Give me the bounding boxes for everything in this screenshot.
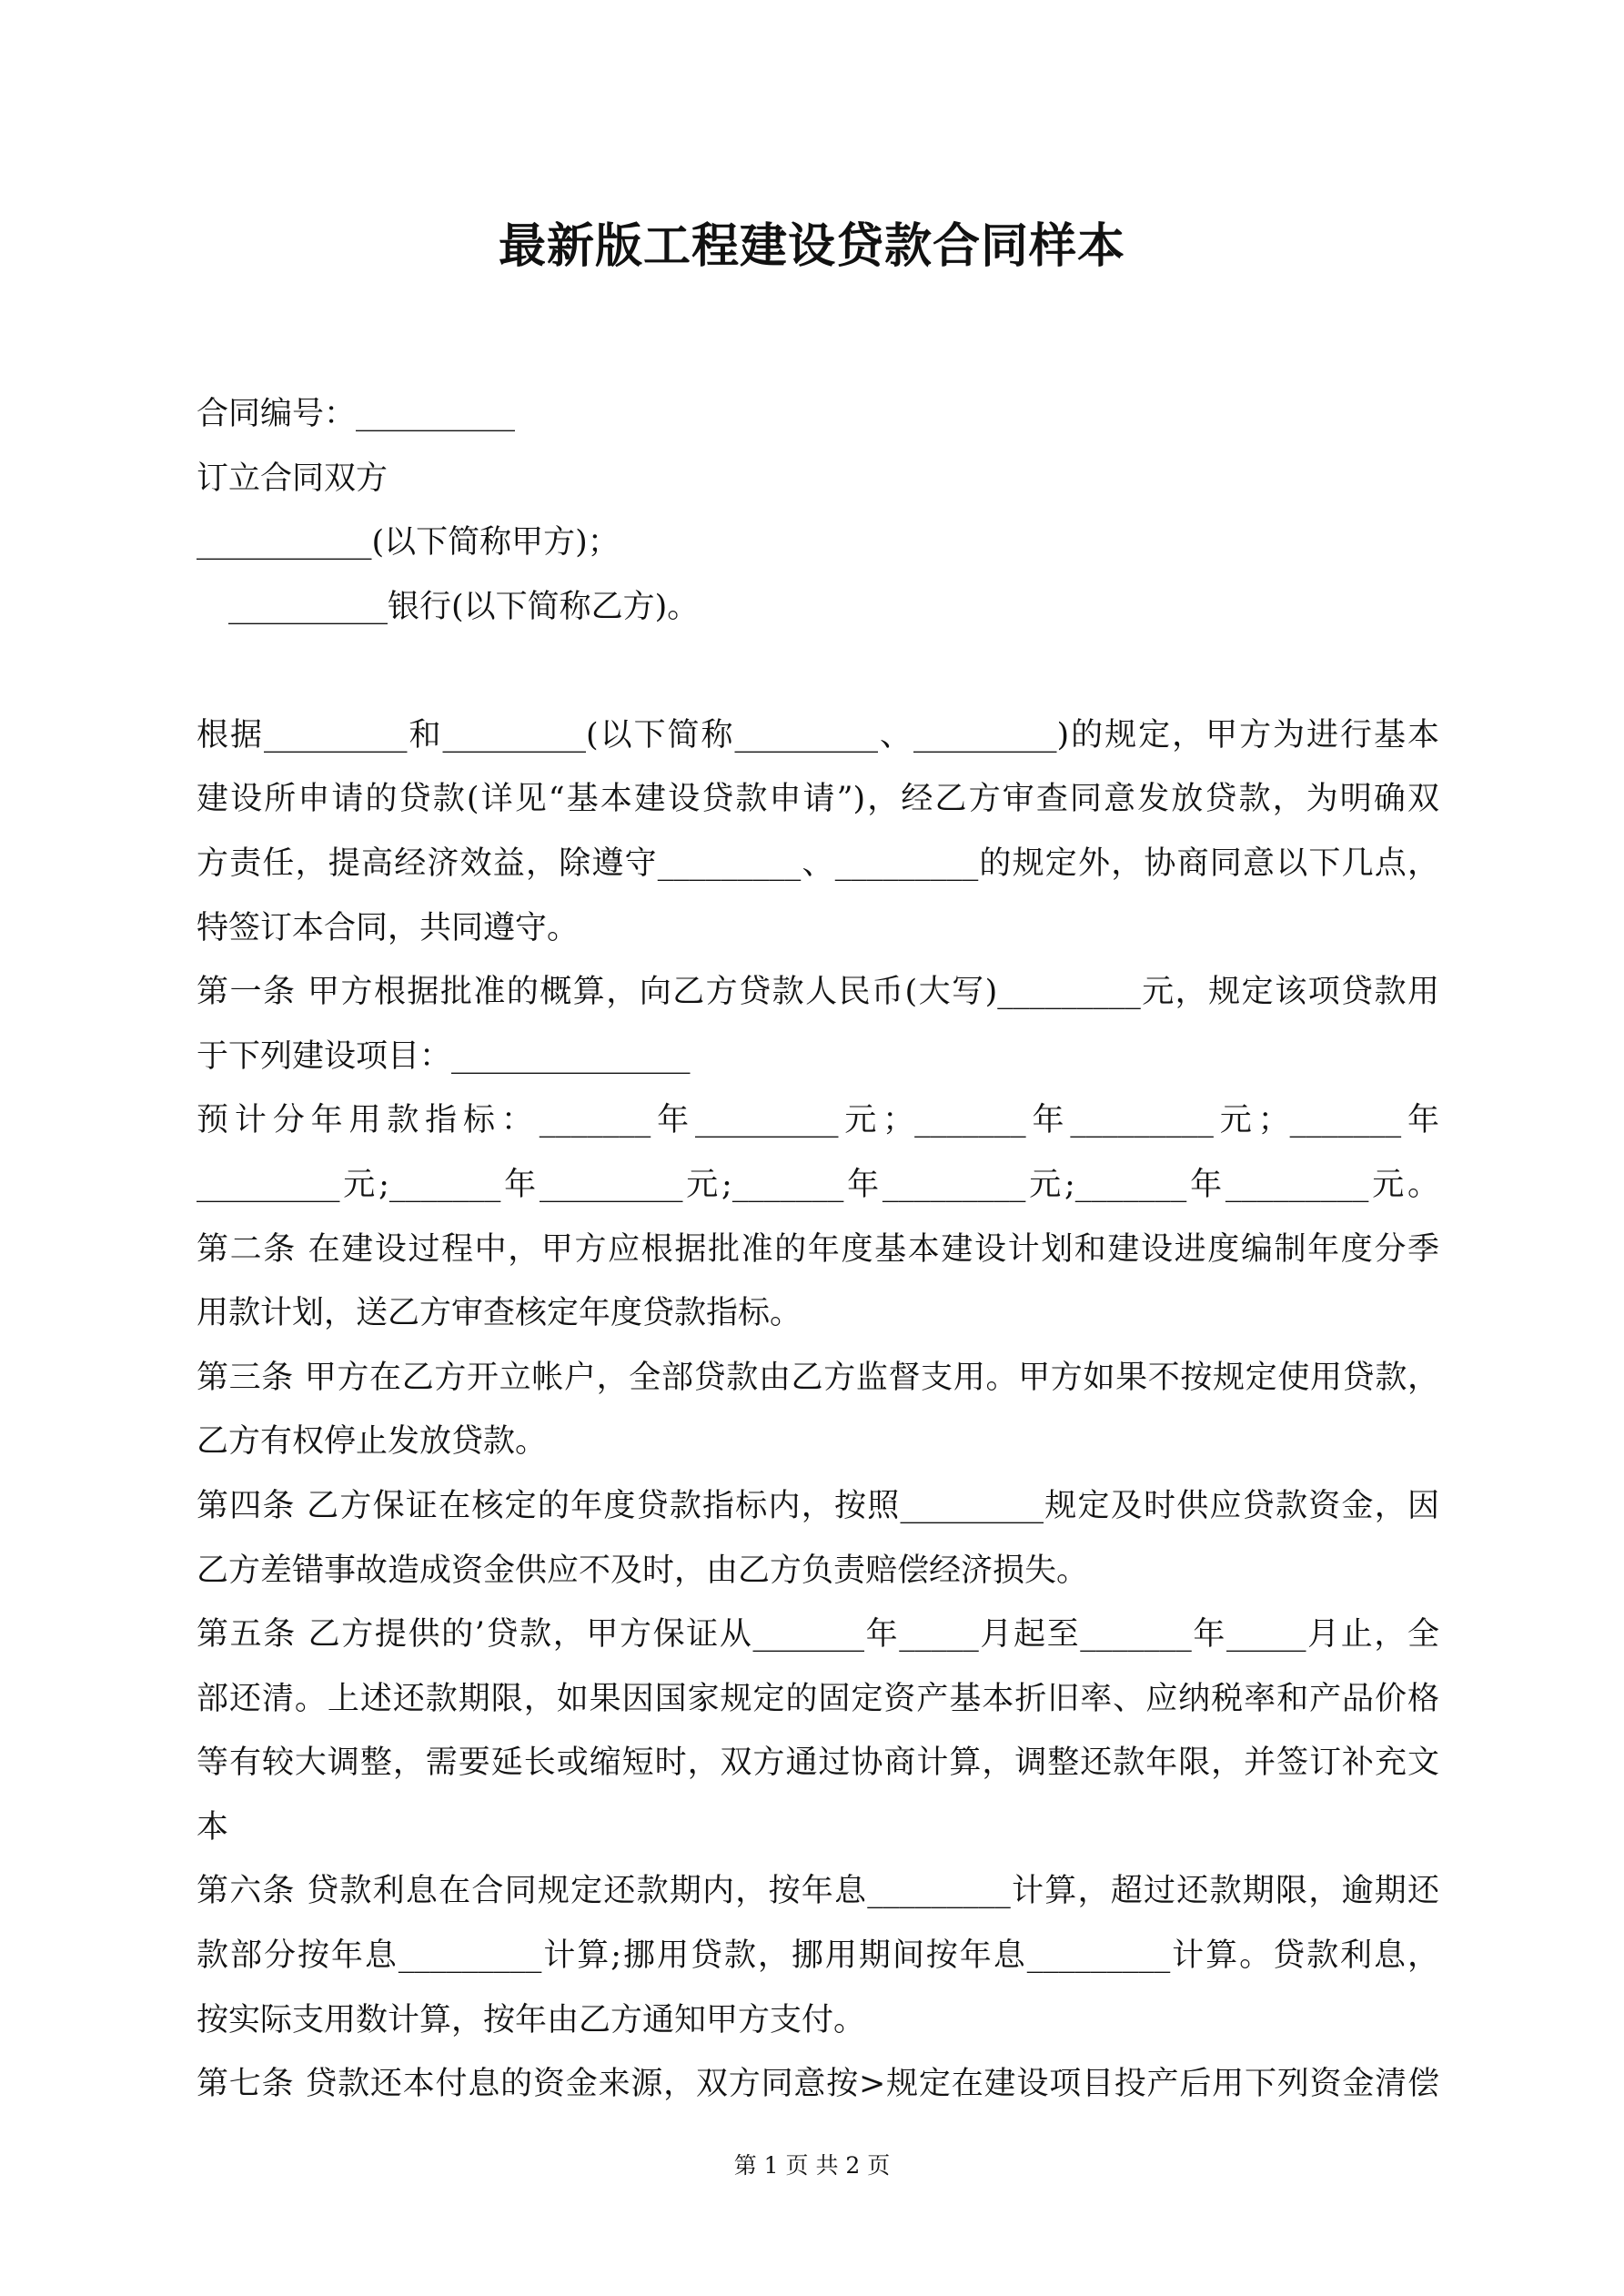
text-line: _________元;_______年_________元;_______年_________元;_______年_________元。 xyxy=(197,1166,1439,1203)
text-line: 乙方差错事故造成资金供应不及时，由乙方负责赔偿经济损失。 xyxy=(197,1552,1089,1589)
text-line: 部还清。上述还款期限，如果因国家规定的固定资产基本折旧率、应纳税率和产品价格 xyxy=(197,1680,1439,1717)
text-line: 第四条 乙方保证在核定的年度贷款指标内，按照_________规定及时供应贷款资金，因 xyxy=(197,1487,1439,1524)
text-line: 本 xyxy=(197,1808,229,1846)
text-line: __________银行(以下简称乙方)。 xyxy=(197,588,700,625)
document-body xyxy=(197,382,1439,2117)
text-line: 按实际支用数计算，按年由乙方通知甲方支付。 xyxy=(197,2001,866,2038)
text-line: 款部分按年息_________计算;挪用贷款，挪用期间按年息_________计算。贷款利息， xyxy=(197,1937,1439,1975)
text-line: 于下列建设项目：_______________ xyxy=(197,1037,691,1075)
text-line: 合同编号：__________ xyxy=(197,396,516,432)
text-line: 订立合同双方 xyxy=(197,460,388,497)
page-footer: 第 1 页 共 2 页 xyxy=(733,2152,891,2179)
text-line: 预计分年用款指标：_______年_________元；_______年_________元；_______年 xyxy=(197,1102,1439,1139)
text-line: 第七条 贷款还本付息的资金来源，双方同意按>规定在建设项目投产后用下列资金清偿 xyxy=(197,2066,1439,2103)
text-line: 特签订本合同，共同遵守。 xyxy=(197,909,580,946)
text-line: 方责任，提高经济效益，除遵守_________、_________的规定外，协商同意以下几点， xyxy=(197,845,1439,882)
text-line: 第三条 甲方在乙方开立帐户，全部贷款由乙方监督支用。甲方如果不按规定使用贷款， xyxy=(197,1359,1439,1396)
text-line: 乙方有权停止发放贷款。 xyxy=(197,1423,548,1461)
text-line: 建设所申请的贷款(详见“基本建设贷款申请”)，经乙方审查同意发放贷款，为明确双 xyxy=(197,781,1439,818)
text-line: 等有较大调整，需要延长或缩短时，双方通过协商计算，调整还款年限，并签订补充文 xyxy=(197,1745,1439,1782)
text-line: 用款计划，送乙方审查核定年度贷款指标。 xyxy=(197,1295,802,1332)
text-line: 第一条 甲方根据批准的概算，向乙方贷款人民币(大写)_________元，规定该项贷款用 xyxy=(197,974,1439,1011)
document-title: 最新版工程建设贷款合同样本 xyxy=(498,218,1125,274)
text-line: 第二条 在建设过程中，甲方应根据批准的年度基本建设计划和建设进度编制年度分季 xyxy=(197,1230,1439,1268)
text-line: 根据_________和_________(以下简称_________、_________)的规定，甲方为进行基本 xyxy=(197,716,1439,754)
text-line: ___________(以下简称甲方)； xyxy=(197,524,620,561)
text-line: 第六条 贷款利息在合同规定还款期内，按年息_________计算，超过还款期限，逾期还 xyxy=(197,1873,1439,1910)
text-line: 第五条 乙方提供的’贷款，甲方保证从_______年_____月起至_______年_____月止，全 xyxy=(197,1616,1439,1654)
